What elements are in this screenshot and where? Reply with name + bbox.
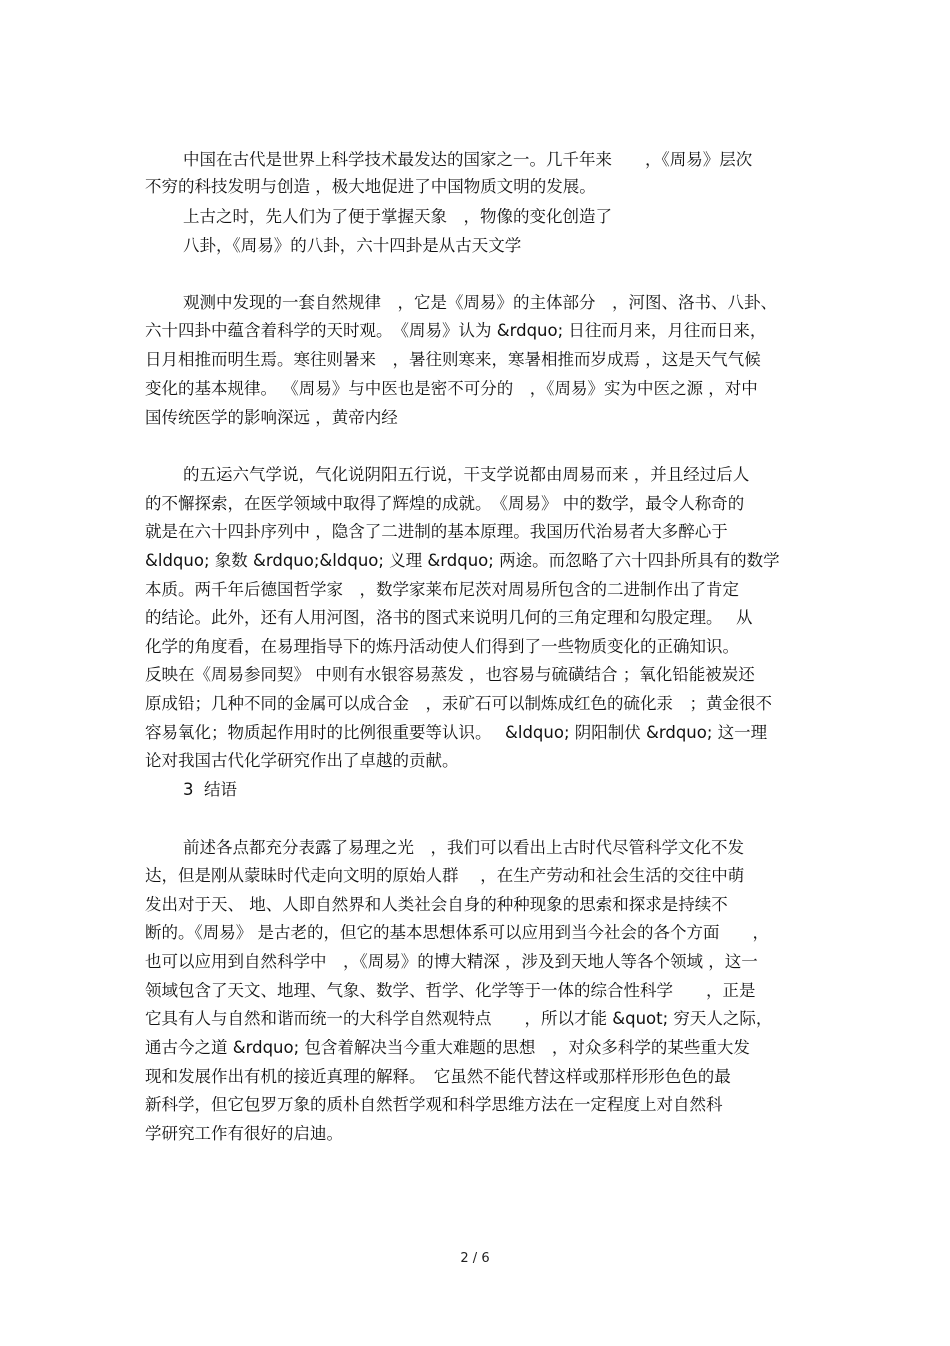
text-line: 容易氧化；物质起作用时的比例很重要等认识。 &ldquo; 阴阳制伏 &rdquo; 这一理: [145, 723, 768, 742]
text-line: 反映在《周易参同契》 中则有水银容易蒸发 ，也容易与硫磺结合 ；氧化铅能被炭还: [145, 665, 755, 684]
text-line: 也可以应用到自然科学中 ，《周易》的博大精深 ，涉及到天地人等各个领域 ，这一: [145, 952, 758, 971]
section-heading: 3 结语: [183, 780, 237, 799]
text-line: 现和发展作出有机的接近真理的解释。 它虽然不能代替这样或那样形形色色的最: [145, 1067, 731, 1086]
text-line: 原成铅；几种不同的金属可以成合金 ，汞矿石可以制炼成红色的硫化汞 ；黄金很不: [145, 694, 772, 713]
text-line: 变化的基本规律。 《周易》与中医也是密不可分的 ，《周易》实为中医之源 ，对中: [145, 379, 758, 398]
text-line: 的不懈探索，在医学领域中取得了辉煌的成就。 《周易》 中的数学，最令人称奇的: [145, 494, 745, 513]
text-line: 观测中发现的一套自然规律 ，它是《周易》的主体部分 ，河图、洛书、八卦、: [183, 293, 777, 312]
text-line: 论对我国古代化学研究作出了卓越的贡献。: [145, 751, 459, 770]
text-line: 就是在六十四卦序列中 ，隐含了二进制的基本原理。我国历代治易者大多醉心于: [145, 522, 728, 541]
text-line: 学研究工作有很好的启迪。: [145, 1124, 343, 1143]
text-line: 不穷的科技发明与创造 ，极大地促进了中国物质文明的发展。: [145, 177, 596, 196]
text-line: 通古今之道 &rdquo; 包含着解决当今重大难题的思想 ，对众多科学的某些重大发: [145, 1038, 750, 1057]
text-line: 达，但是刚从蒙昧时代走向文明的原始人群 ，在生产劳动和社会生活的交往中萌: [145, 866, 745, 885]
text-line: 中国在古代是世界上科学技术最发达的国家之一。几千年来 ，《周易》层次: [183, 150, 753, 169]
text-line: 上古之时，先人们为了便于掌握天象 ，物像的变化创造了: [183, 207, 612, 226]
text-line: 它具有人与自然和谐而统一的大科学自然观特点 ，所以才能 &quot; 穷天人之际，: [145, 1009, 773, 1028]
text-line: 的结论。此外，还有人用河图，洛书的图式来说明几何的三角定理和勾股定理。 从: [145, 608, 753, 627]
text-line: 六十四卦中蕴含着科学的天时观。 《周易》认为 &rdquo; 日往而月来，月往而日来，: [145, 321, 767, 340]
text-line: 断的。《周易》 是古老的，但它的基本思想体系可以应用到当今社会的各个方面 ，: [145, 923, 769, 942]
text-line: 化学的角度看，在易理指导下的炼丹活动使人们得到了一些物质变化的正确知识。: [145, 637, 739, 656]
page-number: 2 / 6: [460, 1251, 490, 1266]
text-line: 发出对于天、 地、人即自然界和人类社会自身的种种现象的思索和探求是持续不: [145, 895, 728, 914]
text-line: 新科学，但它包罗万象的质朴自然哲学观和科学思维方法在一定程度上对自然科: [145, 1095, 723, 1114]
text-line: 本质。两千年后德国哲学家 ，数学家莱布尼茨对周易所包含的二进制作出了肯定: [145, 580, 739, 599]
text-line: &ldquo; 象数 &rdquo;&ldquo; 义理 &rdquo; 两途。而忽略了六十四卦所具有的数学: [145, 551, 780, 570]
text-line: 国传统医学的影响深远 ，黄帝内经: [145, 408, 398, 427]
text-line: 八卦，《周易》的八卦，六十四卦是从古天文学: [183, 236, 522, 255]
text-line: 前述各点都充分表露了易理之光 ，我们可以看出上古时代尽管科学文化不发: [183, 838, 744, 857]
text-line: 领域包含了天文、地理、气象、数学、哲学、化学等于一体的综合性科学 ，正是: [145, 981, 756, 1000]
text-line: 的五运六气学说，气化说阴阳五行说，干支学说都由周易而来 ，并且经过后人: [183, 465, 750, 484]
text-line: 日月相推而明生焉。寒往则暑来 ，暑往则寒来，寒暑相推而岁成焉 ，这是天气气候: [145, 350, 761, 369]
